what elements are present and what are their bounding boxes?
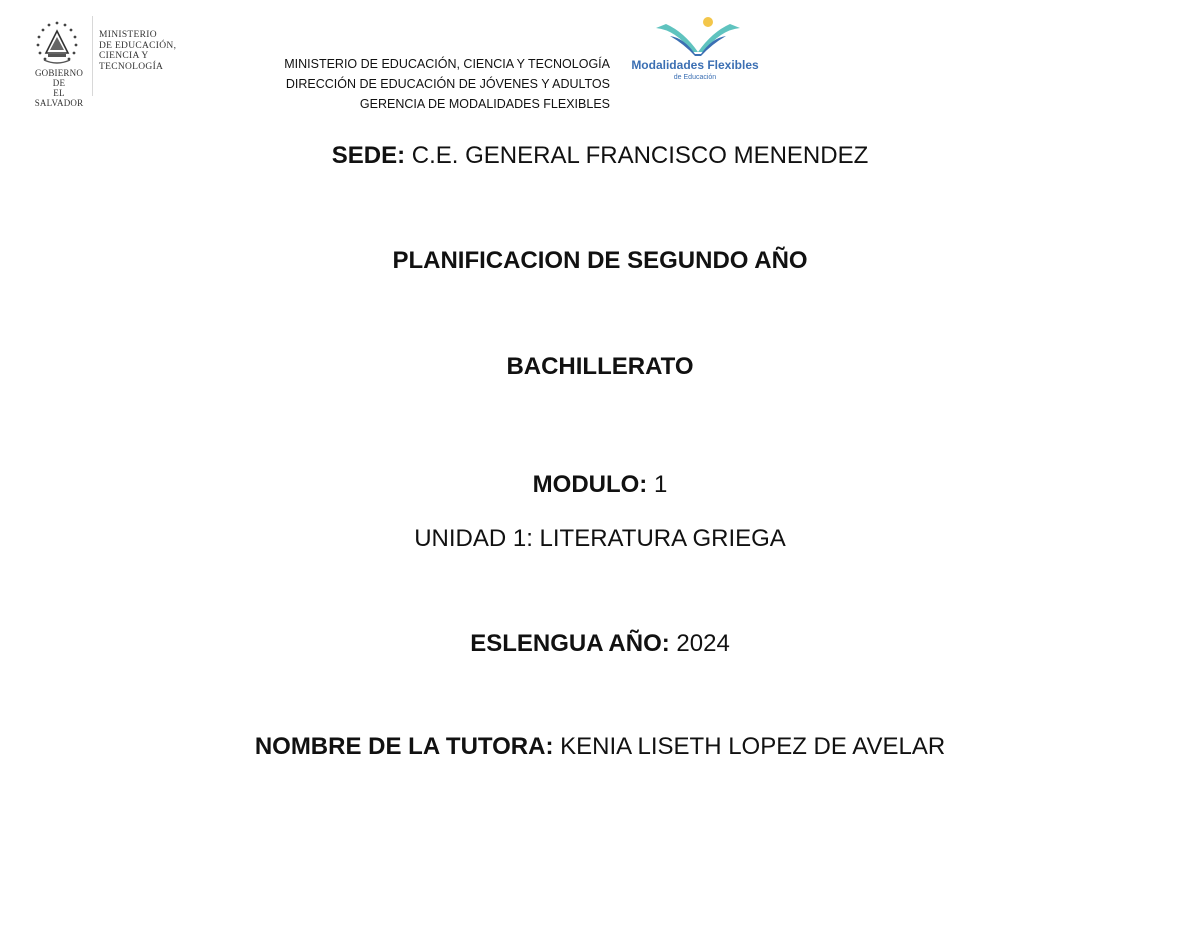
sede-line (0, 142, 1200, 170)
sede-value: C.E. GENERAL FRANCISCO MENENDEZ (405, 142, 869, 169)
government-logo (28, 16, 188, 108)
materia-label: ESLENGUA AÑO: (470, 630, 670, 657)
tutora-line (0, 733, 1200, 761)
el-salvador-coat-of-arms-icon (34, 20, 80, 66)
modulo-line (0, 471, 1200, 499)
tutora-label: NOMBRE DE LA TUTORA: (254, 733, 554, 760)
government-label: GOBIERNO DE EL SALVADOR (34, 68, 84, 108)
logo-title: Modalidades Flexibles (631, 58, 759, 72)
materia-line (0, 630, 1200, 658)
logo-divider (92, 16, 93, 96)
bachillerato-line (0, 353, 1200, 381)
header-line-direction: DIRECCIÓN DE EDUCACIÓN DE JÓVENES Y ADULTOS (285, 77, 610, 91)
unidad-line (0, 525, 1200, 553)
logo-subtitle: de Educación (673, 74, 717, 81)
ministry-logo-text: MINISTERIO DE EDUCACIÓN, CIENCIA Y TECNOLOGÍA (99, 30, 177, 72)
sede-label: SEDE: (331, 142, 406, 169)
header-institution-text (230, 54, 610, 114)
planificacion-line (0, 247, 1200, 275)
header-line-management: GERENCIA DE MODALIDADES FLEXIBLES (359, 97, 610, 111)
materia-value: 2024 (669, 630, 730, 657)
modulo-value: 1 (647, 471, 668, 498)
nivel-title: BACHILLERATO (506, 353, 694, 380)
modulo-label: MODULO: (532, 471, 648, 498)
planificacion-title: PLANIFICACION DE SEGUNDO AÑO (392, 247, 808, 274)
unidad-text: UNIDAD 1: LITERATURA GRIEGA (414, 525, 786, 552)
header-line-ministry: MINISTERIO DE EDUCACIÓN, CIENCIA Y TECNOLOGÍA (284, 57, 610, 71)
modalidades-flexibles-logo-icon (648, 14, 748, 56)
tutora-value: KENIA LISETH LOPEZ DE AVELAR (553, 733, 946, 760)
modalidades-flexibles-logo (630, 14, 760, 90)
